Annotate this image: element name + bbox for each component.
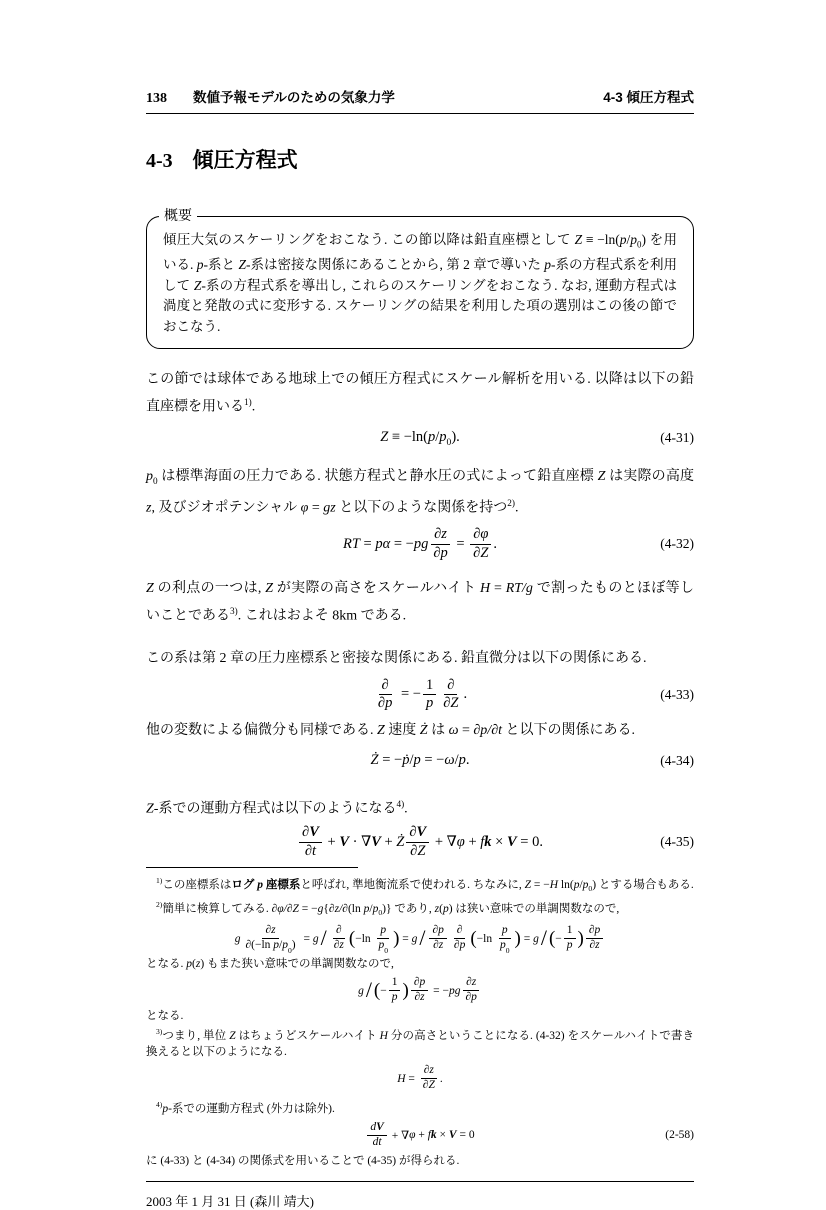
equation-4-33	[146, 677, 694, 713]
equation-4-35	[146, 824, 694, 860]
equation-2-58-number: (2-58)	[665, 1129, 694, 1142]
footnote-2-mid: となる. p(z) もまた狭い意味での単調関数なので,	[146, 957, 394, 970]
footnote-2-equation-2-math: g / ( − $\frac{1}{p}$ ) $\frac{\partial p}{\partial z}$ = − pg $\frac{\partial z}{\partial p}$	[358, 976, 482, 1005]
paragraph-1: この節では球体である地球上での傾圧方程式にスケール解析を用いる. 以降は以下の鉛直座標を用いる$^{1)}$.	[146, 372, 694, 415]
footnote-2-equation-2	[146, 976, 694, 1005]
page-number: 138	[146, 91, 167, 106]
overview-text: 傾圧大気のスケーリングをおこなう. この節以降は鉛直座標として $Z \equiv -\ln(p/p_0)$ を用いる. p-系と Z-系は密接な関係にあることから, 第 2 章で導いた p-系の方程式系を利用して Z-系の方程式系を導出し, これらのスケーリングをおこなう. なお, 運動方程式は渦度と発散の式に変形する. スケーリングの結果を利用した項の選別はこの後の節でおこなう.	[163, 232, 678, 334]
paragraph-4: この系は第 2 章の圧力座標系と密接な関係にある. 鉛直微分は以下の関係にある.	[146, 650, 647, 666]
paragraph-5: 他の変数による偏微分も同様である. Z 速度 Ż は ω = ∂p/∂t と以下の関係にある.	[146, 722, 636, 738]
footnote-1: $^{1)}$この座標系はログ p 座標系と呼ばれ, 準地衡流系で使われる. ちなみに, Z = −H $\ln(p/p_0)$ とする場合もある.	[156, 875, 694, 894]
overview-box	[146, 209, 694, 349]
header-left	[146, 86, 395, 107]
equation-2-58-math: d V dt + ∇ φ + f k × V = 0	[365, 1121, 474, 1150]
equation-4-34	[146, 749, 694, 773]
equation-4-32	[146, 526, 694, 562]
footnote-2-equation-1-math: g ∂z ∂(−ln p / p $_0$ ) = g / $\frac{\partial}{\partial z}$ ( −ln p p $_0$ ) = g / $\frac{\partial p}{\partial z}$ $\frac{\partial}{\partial p}$ ( −ln p p $_0$ ) = g / ( − $\frac{1}{p}$ ) $\frac{\partial p}{\partial z}$	[235, 924, 606, 953]
paragraph-6: Z-系での運動方程式は以下のようになる$^{4)}$.	[146, 798, 408, 817]
equation-4-31-math: Z ≡ −ln( p / p $_0$ ).	[380, 429, 460, 449]
footnote-2-end: となる.	[146, 1009, 184, 1022]
overview-box-label: 概要	[159, 207, 197, 226]
section-number: 4-3	[146, 150, 173, 172]
equation-4-35-math: ∂ V ∂t + V · ∇ V + Ż ∂ V ∂Z + ∇ φ + f k × V = 0.	[297, 824, 543, 860]
equation-4-34-math: Ż = − ṗ / p = − ω / p .	[370, 752, 470, 769]
paragraph-2: $p_0$ は標準海面の圧力である. 状態方程式と静水圧の式によって鉛直座標 Z は実際の高度 z, 及びジオポテンシャル φ = gz と以下のような関係を持つ$^{2)}$.	[146, 468, 695, 516]
equation-4-35-number: (4-35)	[660, 834, 694, 850]
footnote-2-intro: $^{2)}$簡単に検算してみる. ∂φ/∂Z = −g{∂z/∂(ln $p/p_0$)} であり, z(p) は狭い意味での単調関数なので,	[156, 899, 620, 917]
equation-4-33-number: (4-33)	[660, 686, 694, 702]
footnote-rule	[146, 867, 358, 868]
footnote-3: $^{3)}$つまり, 単位 Z はちょうどスケールハイト H 分の高さということになる. (4-32) をスケールハイトで書き換えると以下のようになる.	[146, 1027, 694, 1058]
equation-4-34-number: (4-34)	[660, 752, 694, 768]
equation-2-58	[146, 1121, 694, 1150]
page-header	[146, 86, 694, 114]
footnote-4-end: に (4-33) と (4-34) の関係式を用いることで (4-35) が得られる.	[146, 1154, 460, 1167]
section-title-text: 傾圧方程式	[192, 149, 298, 172]
section-title	[146, 144, 694, 174]
book-title: 数値予報モデルのための気象力学	[193, 90, 395, 105]
header-section-ref: 4-3 傾圧方程式	[603, 90, 694, 105]
paragraph-3: Z の利点の一つは, Z が実際の高さをスケールハイト H = RT/g で割ったものとほぼ等しいことである$^{3)}$. これはおよそ 8km である.	[146, 581, 695, 624]
footnote-3-equation	[146, 1064, 694, 1093]
footnote-4-intro: $^{4)}$p-系での運動方程式 (外力は除外).	[156, 1099, 335, 1115]
equation-4-33-math: $\frac{\partial}{\partial p}$ = − $\frac{1}{p}$ $\frac{\partial}{\partial Z}$ .	[377, 676, 468, 712]
equation-4-31-number: (4-31)	[660, 429, 694, 445]
footer-date-author: 2003 年 1 月 31 日 (森川 靖大)	[146, 1194, 314, 1210]
footnote-3-equation-math: H = $\frac{\partial z}{\partial Z}$ .	[397, 1064, 443, 1092]
equation-4-31	[146, 426, 694, 450]
equation-4-32-number: (4-32)	[660, 536, 694, 552]
footnote-2-equation-1	[146, 924, 694, 953]
equation-4-32-math: RT = pα = − pg $\frac{\partial z}{\partial p}$ = $\frac{\partial\varphi}{\partial Z}$ .	[342, 526, 498, 561]
page-footer	[146, 1181, 694, 1210]
